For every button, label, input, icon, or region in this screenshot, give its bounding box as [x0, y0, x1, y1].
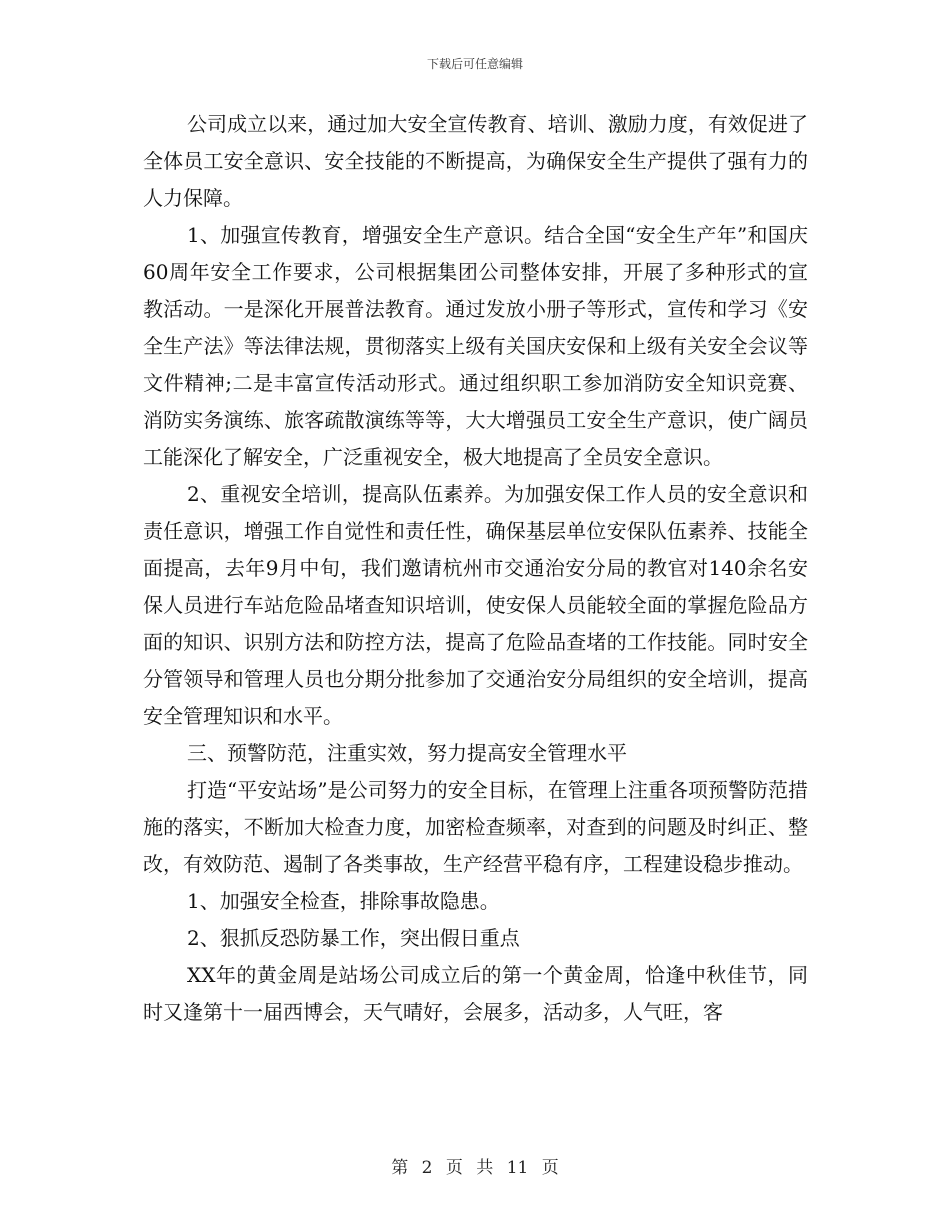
page-footer: [0, 1153, 950, 1178]
page-header: 下载后可任意编辑: [426, 57, 523, 71]
document-body: [143, 106, 808, 1031]
section-heading-early-warning: 三、预警防范，注重实效，努力提高安全管理水平: [187, 741, 627, 765]
page-word-ye: 页: [445, 1158, 463, 1178]
page-word-di: 第: [391, 1158, 409, 1178]
page-word-ye-end: 页: [541, 1158, 559, 1178]
paragraph-safety-inspection: 1、加强安全检查，排除事故隐患。: [187, 889, 500, 913]
paragraph-golden-week: XX年的黄金周是站场公司成立后的第一个黄金周，恰逢中秋佳节，同时又逢第十一届西博会，天气晴好，会展多，活动多，人气旺，客: [143, 963, 808, 1024]
paragraph-anti-terror: 2、狠抓反恐防暴工作，突出假日重点: [187, 926, 520, 950]
page-current-number: 2: [421, 1158, 433, 1178]
paragraph-safe-station: 打造“平安站场”是公司努力的安全目标，在管理上注重各项预警防范措施的落实，不断加大检查力度，加密检查频率，对查到的问题及时纠正、整改，有效防范、遏制了各类事故，生产经营平稳有序，工程建设稳步推动。: [143, 778, 808, 876]
paragraph-publicity-education: 1、加强宣传教育，增强安全生产意识。结合全国“安全生产年”和国庆60周年安全工作要求，公司根据集团公司整体安排，开展了多种形式的宣教活动。一是深化开展普法教育。通过发放小册子等形式，宣传和学习《安全生产法》等法律法规，贯彻落实上级有关国庆安保和上级有关安全会议等文件精神;二是丰富宣传活动形式。通过组织职工参加消防安全知识竞赛、消防实务演练、旅客疏散演练等等，大大增强员工安全生产意识，使广阔员工能深化了解安全，广泛重视安全，极大地提高了全员安全意识。: [143, 223, 808, 469]
paragraph-intro: 公司成立以来，通过加大安全宣传教育、培训、激励力度，有效促进了全体员工安全意识、安全技能的不断提高，为确保安全生产提供了强有力的人力保障。: [143, 112, 808, 210]
page-word-gong: 共: [476, 1158, 494, 1178]
page-total-number: 11: [506, 1158, 529, 1178]
paragraph-safety-training: 2、重视安全培训，提高队伍素养。为加强安保工作人员的安全意识和责任意识，增强工作自觉性和责任性，确保基层单位安保队伍素养、技能全面提高，去年9月中旬，我们邀请杭州市交通治安分局的教官对140余名安保人员进行车站危险品堵查知识培训，使安保人员能较全面的掌握危险品方面的知识、识别方法和防控方法，提高了危险品查堵的工作技能。同时安全分管领导和管理人员也分期分批参加了交通治安分局组织的安全培训，提高安全管理知识和水平。: [143, 482, 808, 728]
